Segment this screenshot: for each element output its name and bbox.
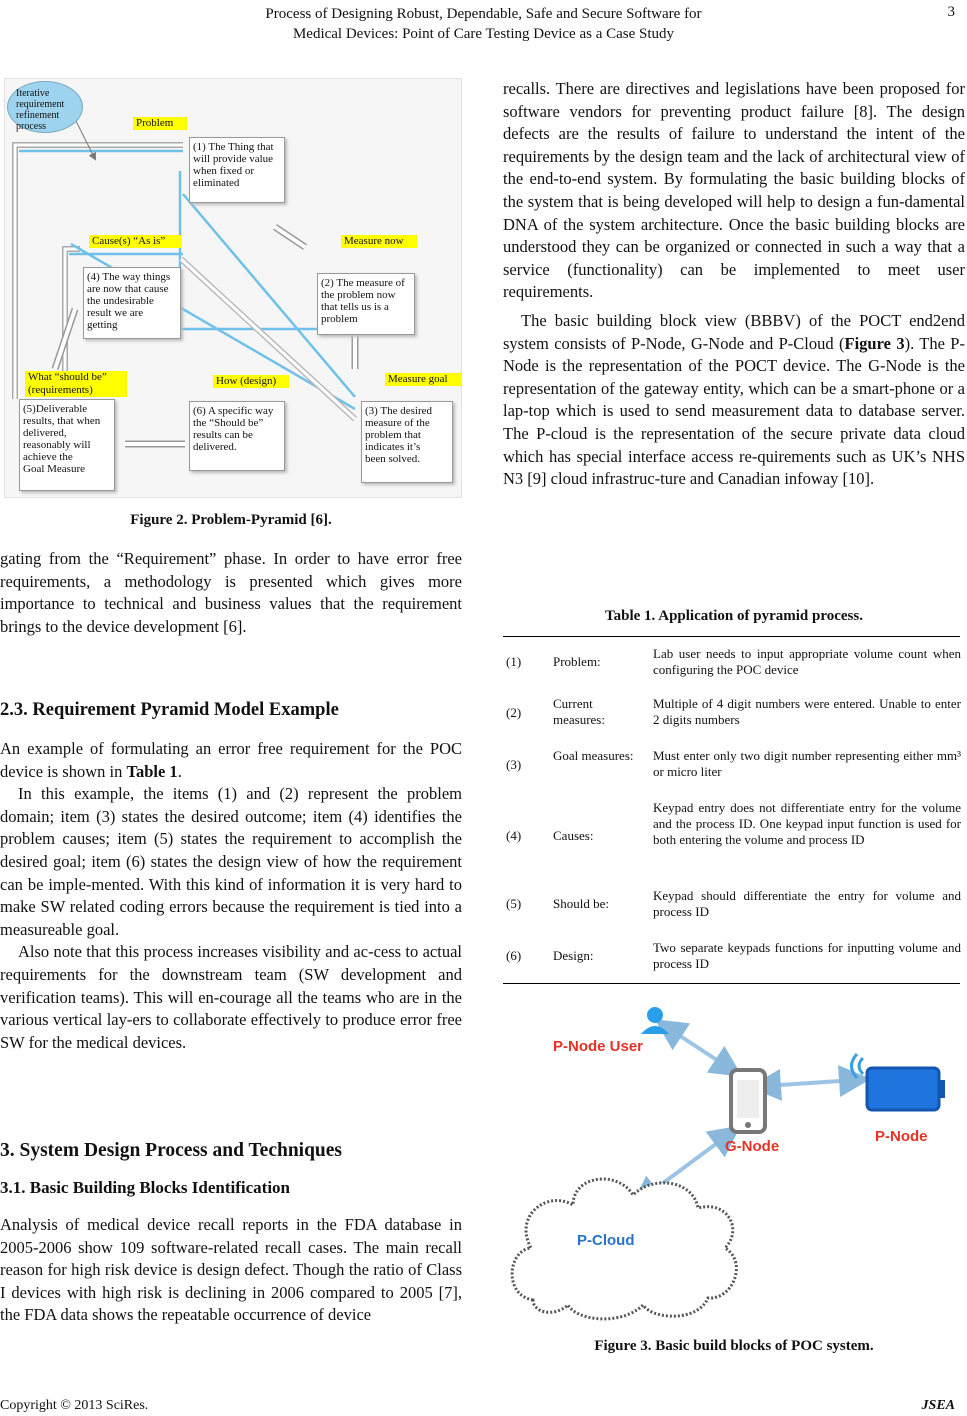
header-line-2: Medical Devices: Point of Care Testing Device as a Case Study bbox=[292, 26, 675, 42]
table-cell-label: Problem: bbox=[553, 654, 601, 669]
paragraph bbox=[0, 738, 462, 783]
label-cause: Cause(s) “As is” bbox=[89, 235, 181, 248]
box-text: reasonably will bbox=[23, 439, 91, 451]
box-text: (6) A specific way bbox=[193, 405, 274, 417]
table-1-caption: Table 1. Application of pyramid process. bbox=[605, 608, 863, 624]
box-6-design bbox=[189, 401, 285, 471]
paragraph: Also note that this process increases visibility and ac-cess to actual requirements for the downstream team (SW development and verification teams). This will en-courage all the teams who are in the various vertical lay-ers to collaborate effectively to produce error free SW for the medical devices. bbox=[0, 942, 462, 1052]
box-text: results can be bbox=[193, 429, 253, 441]
journal-name: JSEA bbox=[921, 1398, 955, 1413]
table-cell-text: Must enter only two digit number representing either mm³ or micro liter bbox=[653, 748, 961, 779]
figure-2-caption: Figure 2. Problem-Pyramid [6]. bbox=[130, 512, 332, 528]
paragraph: In this example, the items (1) and (2) represent the problem domain; item (3) states the desired outcome; item (4) identifies the problem causes; item (5) states the requirement to accomplish the desired goal; item (6) states the design view of how the requirement can be imple-mented. With this kind of information it is very hard to make SW related coding errors because the requirement is tied into a measureable goal. bbox=[0, 784, 462, 939]
heading: 2.3. Requirement Pyramid Model Example bbox=[0, 700, 339, 720]
right-column-text-1 bbox=[503, 78, 965, 491]
table-top-rule bbox=[503, 636, 960, 637]
table-cell-text: Lab user needs to input appropriate volume count when configuring the POC device bbox=[653, 646, 961, 677]
figure-ref: Figure 3 bbox=[844, 333, 905, 353]
box-1-problem bbox=[189, 137, 285, 203]
box-4-causes bbox=[83, 267, 181, 339]
label-how: How (design) bbox=[213, 375, 289, 388]
table-cell-label: Causes: bbox=[553, 828, 594, 843]
box-text: when fixed or bbox=[193, 165, 255, 177]
figure-2 bbox=[4, 78, 462, 498]
section-3-1-heading bbox=[0, 1178, 462, 1198]
table-cell-text: Multiple of 4 digit numbers were entered. Unable to enter 2 digits numbers bbox=[653, 696, 961, 727]
left-column-text-3 bbox=[0, 1214, 462, 1327]
table-1 bbox=[503, 640, 965, 980]
paragraph: gating from the “Requirement” phase. In order to have error free requirements, a methodology is presented which gives more importance to technical and business values that the requirement brings to the device development [6]. bbox=[0, 549, 462, 636]
header-line-1: Process of Designing Robust, Dependable, Safe and Secure Software for bbox=[265, 6, 702, 22]
box-text: result we are bbox=[87, 307, 144, 319]
box-text: that tells us is a bbox=[321, 301, 389, 313]
table-cell-text: Keypad should differentiate the entry for volume and process ID bbox=[653, 888, 961, 919]
box-text: (1) The Thing that bbox=[193, 141, 274, 153]
label-measure-now: Measure now bbox=[341, 235, 417, 248]
text: The basic building block view (BBBV) of the POCT end2end system consists of P-Node, G-Node and P-Cloud ( bbox=[503, 310, 965, 353]
bubble-line: refinement bbox=[16, 110, 60, 121]
box-2-measure-now bbox=[317, 273, 415, 335]
text: . bbox=[177, 761, 182, 781]
label-should-be-line: (requirements) bbox=[28, 384, 93, 396]
bubble-line: requirement bbox=[16, 99, 65, 110]
table-ref: Table 1 bbox=[126, 761, 178, 781]
table-bottom-rule bbox=[503, 983, 960, 984]
pnode-user-label: P-Node User bbox=[553, 1038, 644, 1055]
box-text: eliminated bbox=[193, 177, 240, 189]
box-text: results, that when bbox=[23, 415, 101, 427]
box-text: the undesirable bbox=[87, 295, 154, 307]
table-cell-label: Current measures: bbox=[553, 696, 605, 727]
heading: 3. System Design Process and Techniques bbox=[0, 1140, 343, 1161]
iterative-bubble bbox=[7, 81, 83, 133]
figure-3-caption: Figure 3. Basic build blocks of POC system. bbox=[594, 1338, 874, 1354]
heading: 3.1. Basic Building Blocks Identification bbox=[0, 1178, 290, 1197]
table-cell-num: (6) bbox=[506, 948, 522, 963]
phone-icon bbox=[731, 1070, 765, 1132]
page-number: 3 bbox=[947, 4, 955, 20]
pnode-label: P-Node bbox=[875, 1128, 928, 1145]
label-measure-goal: Measure goal bbox=[385, 373, 461, 386]
box-text: delivered, bbox=[23, 427, 67, 439]
box-text: been solved. bbox=[365, 453, 420, 465]
label-problem: Problem bbox=[133, 117, 187, 130]
label-should-be bbox=[25, 371, 127, 397]
box-text: delivered. bbox=[193, 441, 237, 453]
copyright: Copyright © 2013 SciRes. bbox=[0, 1398, 149, 1413]
box-text: measure of the bbox=[365, 417, 430, 429]
link-user-gnode bbox=[668, 1028, 729, 1068]
table-cell-label: Design: bbox=[553, 948, 594, 963]
table-cell-num: (5) bbox=[506, 896, 522, 911]
pnode-device-icon bbox=[852, 1054, 946, 1110]
label-should-be-line: What “should be” bbox=[28, 371, 107, 383]
table-cell-text: Two separate keypads functions for inputting volume and process ID bbox=[653, 940, 961, 971]
box-text: are now that cause bbox=[87, 283, 169, 295]
paragraph: recalls. There are directives and legislations have been proposed for software vendors for preventing product failure [8]. The design defects are the results of failure to understand the intent of the requirements by the design team and the lack of architectural view of the end-to-end system. By formulating the basic building blocks of the system that is being developed will help to design a fun-damental DNA of the system architecture. Once the basic building blocks are understood they can be organized or connected in such a way that a service (functionality) can be implemented to meet user requirements. bbox=[503, 79, 965, 302]
left-column-text-1 bbox=[0, 548, 462, 638]
box-text: the problem now bbox=[321, 289, 396, 301]
paragraph: Analysis of medical device recall reports in the FDA database in 2005-2006 show 109 software-related recall cases. The main recall reason for high risk device is design defect. Though the ratio of Class I devices with high risk is declining in 2006 compared to 2005 [7], the FDA data shows the repeatable occurrence of device bbox=[0, 1215, 462, 1325]
box-text: Goal Measure bbox=[23, 463, 86, 475]
bubble-line: process bbox=[16, 121, 46, 132]
paragraph bbox=[503, 310, 965, 491]
table-cell-num: (1) bbox=[506, 654, 522, 669]
pcloud-label: P-Cloud bbox=[577, 1232, 635, 1249]
box-text: getting bbox=[87, 319, 118, 331]
box-text: problem bbox=[321, 313, 358, 325]
table-cell-label: Goal measures: bbox=[553, 748, 634, 763]
box-text: will provide value bbox=[193, 153, 274, 165]
table-cell-num: (3) bbox=[506, 757, 522, 772]
box-text: (5)Deliverable bbox=[23, 403, 88, 415]
box-text: problem that bbox=[365, 429, 421, 441]
section-2-3-heading bbox=[0, 700, 462, 721]
running-header bbox=[0, 4, 967, 44]
box-text: (3) The desired bbox=[365, 405, 432, 417]
box-5-deliverable bbox=[19, 399, 115, 491]
section-3-heading bbox=[0, 1140, 462, 1162]
bubble-line: Iterative bbox=[16, 88, 50, 99]
table-cell-label: Should be: bbox=[553, 896, 609, 911]
box-text: achieve the bbox=[23, 451, 73, 463]
table-cell-text: Keypad entry does not differentiate entry for the volume and the process ID. One keypad input function is used for both entering the volume and process ID bbox=[653, 800, 961, 847]
figure-3 bbox=[503, 1000, 963, 1325]
box-text: (4) The way things bbox=[87, 271, 171, 283]
link-gnode-pnode bbox=[765, 1080, 855, 1086]
user-icon bbox=[641, 1007, 669, 1034]
table-cell-num: (2) bbox=[506, 705, 522, 720]
box-3-desired-measure bbox=[361, 401, 453, 483]
box-text: indicates it’s bbox=[365, 441, 421, 453]
left-column-text-2 bbox=[0, 738, 462, 1054]
box-text: (2) The measure of bbox=[321, 277, 405, 289]
gnode-label: G-Node bbox=[725, 1138, 780, 1155]
table-cell-num: (4) bbox=[506, 828, 522, 843]
text: ). The P-Node is the representation of the POCT device. The G-Node is the representation of the gateway entity, which can be a smart-phone or a lap-top which is used to send measurement data to database server. The P-cloud is the representation of the secure private data cloud which has special interface access re-quirements such as UK’s NHS N3 [9] cloud infrastruc-ture and Canadian infoway [10]. bbox=[503, 333, 965, 489]
text: An example of formulating an error free requirement for the POC device is shown in bbox=[0, 739, 462, 781]
box-text: the “Should be” bbox=[193, 417, 264, 429]
